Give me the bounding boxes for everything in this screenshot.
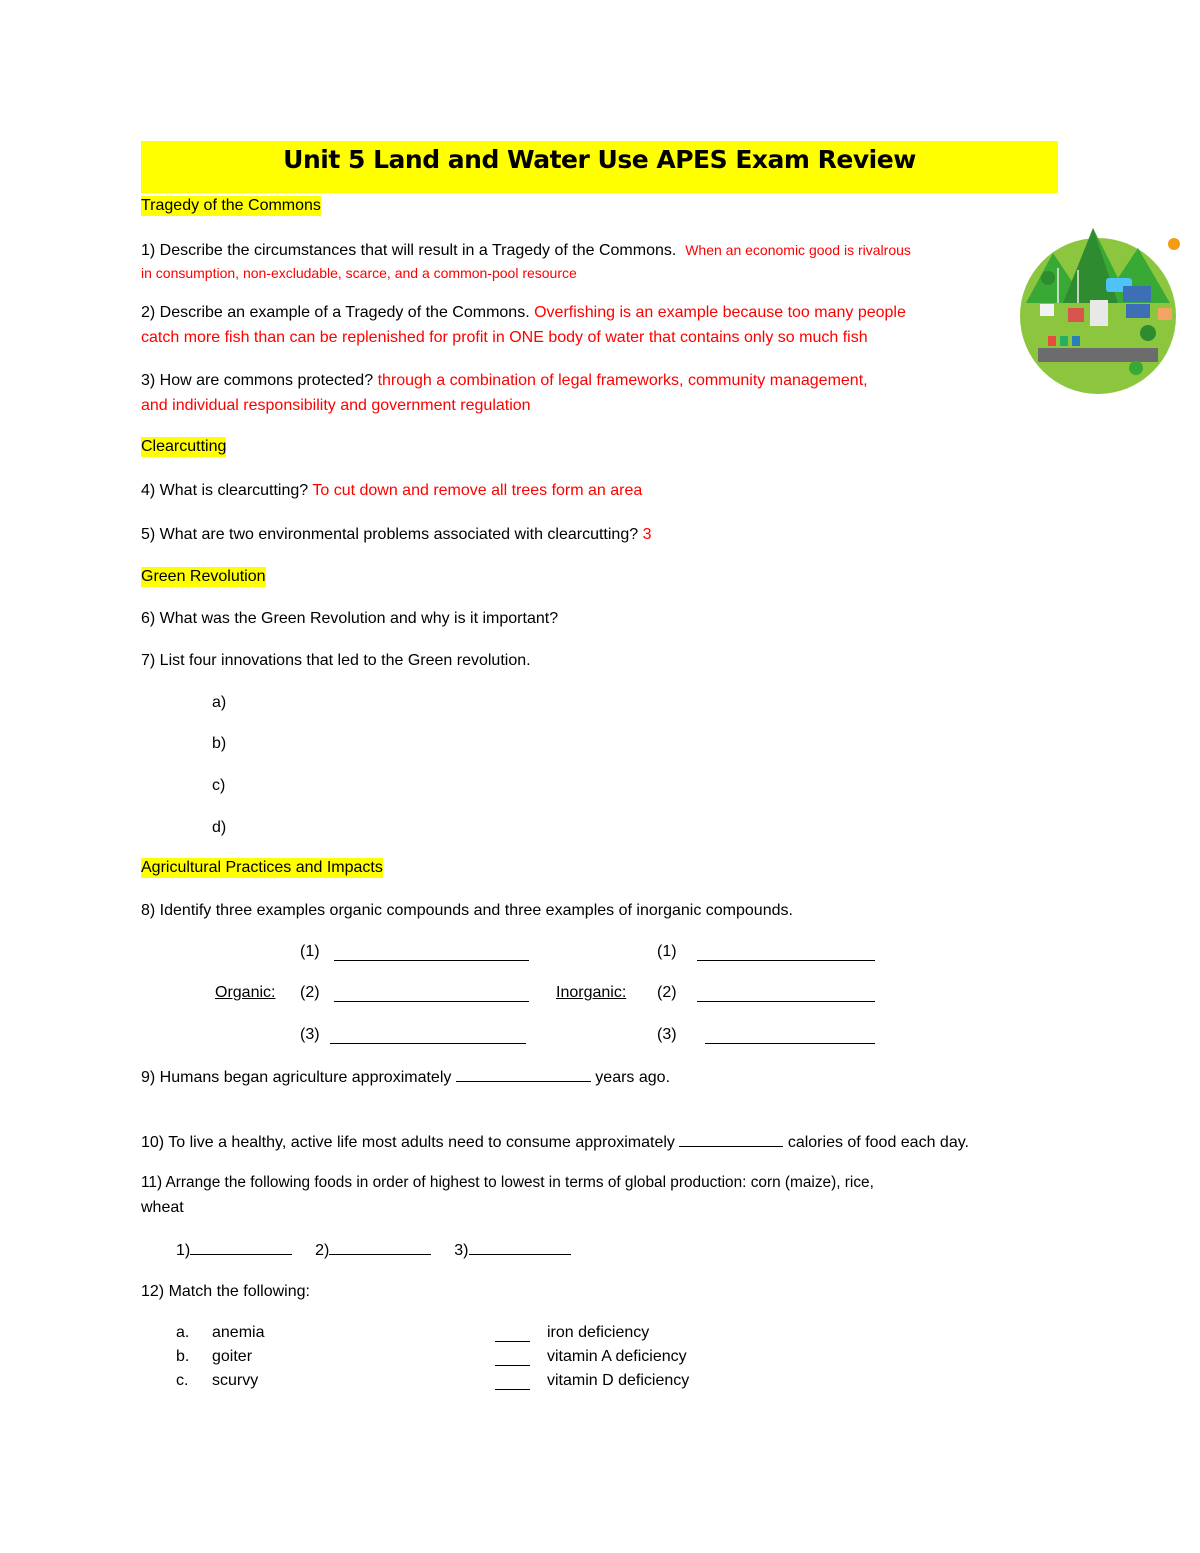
answer-3-line1: through a combination of legal frameworks, community management,	[377, 372, 868, 389]
inorganic-num-2: (2)	[657, 984, 677, 1001]
question-2-text: 2) Describe an example of a Tragedy of the Commons.	[141, 304, 530, 321]
question-12: 12) Match the following:	[141, 1283, 310, 1300]
organic-label: Organic:	[215, 984, 276, 1001]
question-3-text: 3) How are commons protected?	[141, 372, 374, 389]
ranking-blank-3[interactable]	[469, 1240, 571, 1255]
question-6: 6) What was the Green Revolution and why is it important?	[141, 610, 559, 627]
ranking-label-3: 3)	[454, 1242, 469, 1259]
answer-3-line2: and individual responsibility and government regulation	[141, 397, 531, 414]
match-right-2: vitamin A deficiency	[547, 1348, 687, 1365]
inorganic-blank-3[interactable]	[705, 1029, 875, 1044]
organic-num-2: (2)	[300, 984, 320, 1001]
title-banner	[141, 141, 1058, 193]
organic-num-3: (3)	[300, 1026, 320, 1043]
page-title: Unit 5 Land and Water Use APES Exam Review	[283, 145, 916, 174]
question-9-blank[interactable]	[456, 1067, 591, 1082]
ranking-blank-1[interactable]	[190, 1240, 292, 1255]
organic-blank-1[interactable]	[334, 946, 529, 961]
section-heading-green-revolution: Green Revolution	[141, 568, 266, 585]
question-3	[141, 371, 868, 391]
question-7: 7) List four innovations that led to the Green revolution.	[141, 652, 531, 669]
inorganic-num-1: (1)	[657, 943, 677, 960]
question-10	[141, 1132, 969, 1153]
question-10-after: calories of food each day.	[787, 1134, 969, 1151]
ranking-row	[176, 1240, 571, 1261]
question-4	[141, 481, 642, 501]
answer-1-line2: in consumption, non-excludable, scarce, and a common-pool resource	[141, 265, 577, 281]
ranking-blank-2[interactable]	[329, 1240, 431, 1255]
answer-2-line1: Overfishing is an example because too many people	[534, 304, 906, 321]
ranking-label-1: 1)	[176, 1242, 191, 1259]
answer-2-line2: catch more fish than can be replenished for profit in ONE body of water that contains only so much fish	[141, 329, 868, 346]
match-left-letter-b: b.	[176, 1348, 190, 1365]
inorganic-blank-2[interactable]	[697, 987, 875, 1002]
organic-blank-2[interactable]	[334, 987, 529, 1002]
q7-item-a: a)	[212, 694, 227, 711]
match-left-letter-c: c.	[176, 1372, 189, 1389]
match-right-1: iron deficiency	[547, 1324, 650, 1341]
inorganic-label: Inorganic:	[556, 984, 627, 1001]
section-heading-clearcutting: Clearcutting	[141, 438, 227, 455]
question-11-line1: 11) Arrange the following foods in order of highest to lowest in terms of global production: corn (maize), rice,	[141, 1174, 874, 1191]
ranking-label-2: 2)	[315, 1242, 330, 1259]
inorganic-num-3: (3)	[657, 1026, 677, 1043]
question-11-line2: wheat	[141, 1199, 184, 1216]
question-9-before: 9) Humans began agriculture approximately	[141, 1069, 452, 1086]
question-5-text: 5) What are two environmental problems associated with clearcutting?	[141, 526, 639, 543]
question-2	[141, 303, 906, 323]
question-5	[141, 525, 651, 545]
inorganic-blank-1[interactable]	[697, 946, 875, 961]
question-10-blank[interactable]	[679, 1132, 783, 1147]
match-left-letter-a: a.	[176, 1324, 190, 1341]
match-left-term-b: goiter	[212, 1348, 253, 1365]
match-blank-2[interactable]	[495, 1351, 530, 1366]
answer-1-line1: When an economic good is rivalrous	[685, 242, 911, 258]
answer-4: To cut down and remove all trees form an area	[312, 482, 643, 499]
question-1	[141, 240, 911, 261]
question-9	[141, 1067, 670, 1088]
organic-num-1: (1)	[300, 943, 320, 960]
question-8: 8) Identify three examples organic compounds and three examples of inorganic compounds.	[141, 902, 793, 919]
eco-city-illustration	[1018, 208, 1184, 398]
question-4-text: 4) What is clearcutting?	[141, 482, 309, 499]
q7-item-d: d)	[212, 819, 227, 836]
match-left-term-c: scurvy	[212, 1372, 259, 1389]
q7-item-c: c)	[212, 777, 226, 794]
match-blank-3[interactable]	[495, 1375, 530, 1390]
answer-5: 3	[642, 526, 652, 543]
q7-item-b: b)	[212, 735, 227, 752]
question-9-after: years ago.	[595, 1069, 671, 1086]
question-1-text: 1) Describe the circumstances that will result in a Tragedy of the Commons.	[141, 242, 677, 259]
match-left-term-a: anemia	[212, 1324, 265, 1341]
section-heading-tragedy: Tragedy of the Commons	[141, 197, 321, 214]
organic-blank-3[interactable]	[330, 1029, 526, 1044]
match-blank-1[interactable]	[495, 1327, 530, 1342]
section-heading-agriculture: Agricultural Practices and Impacts	[141, 859, 383, 876]
question-10-before: 10) To live a healthy, active life most adults need to consume approximately	[141, 1134, 675, 1151]
match-right-3: vitamin D deficiency	[547, 1372, 690, 1389]
